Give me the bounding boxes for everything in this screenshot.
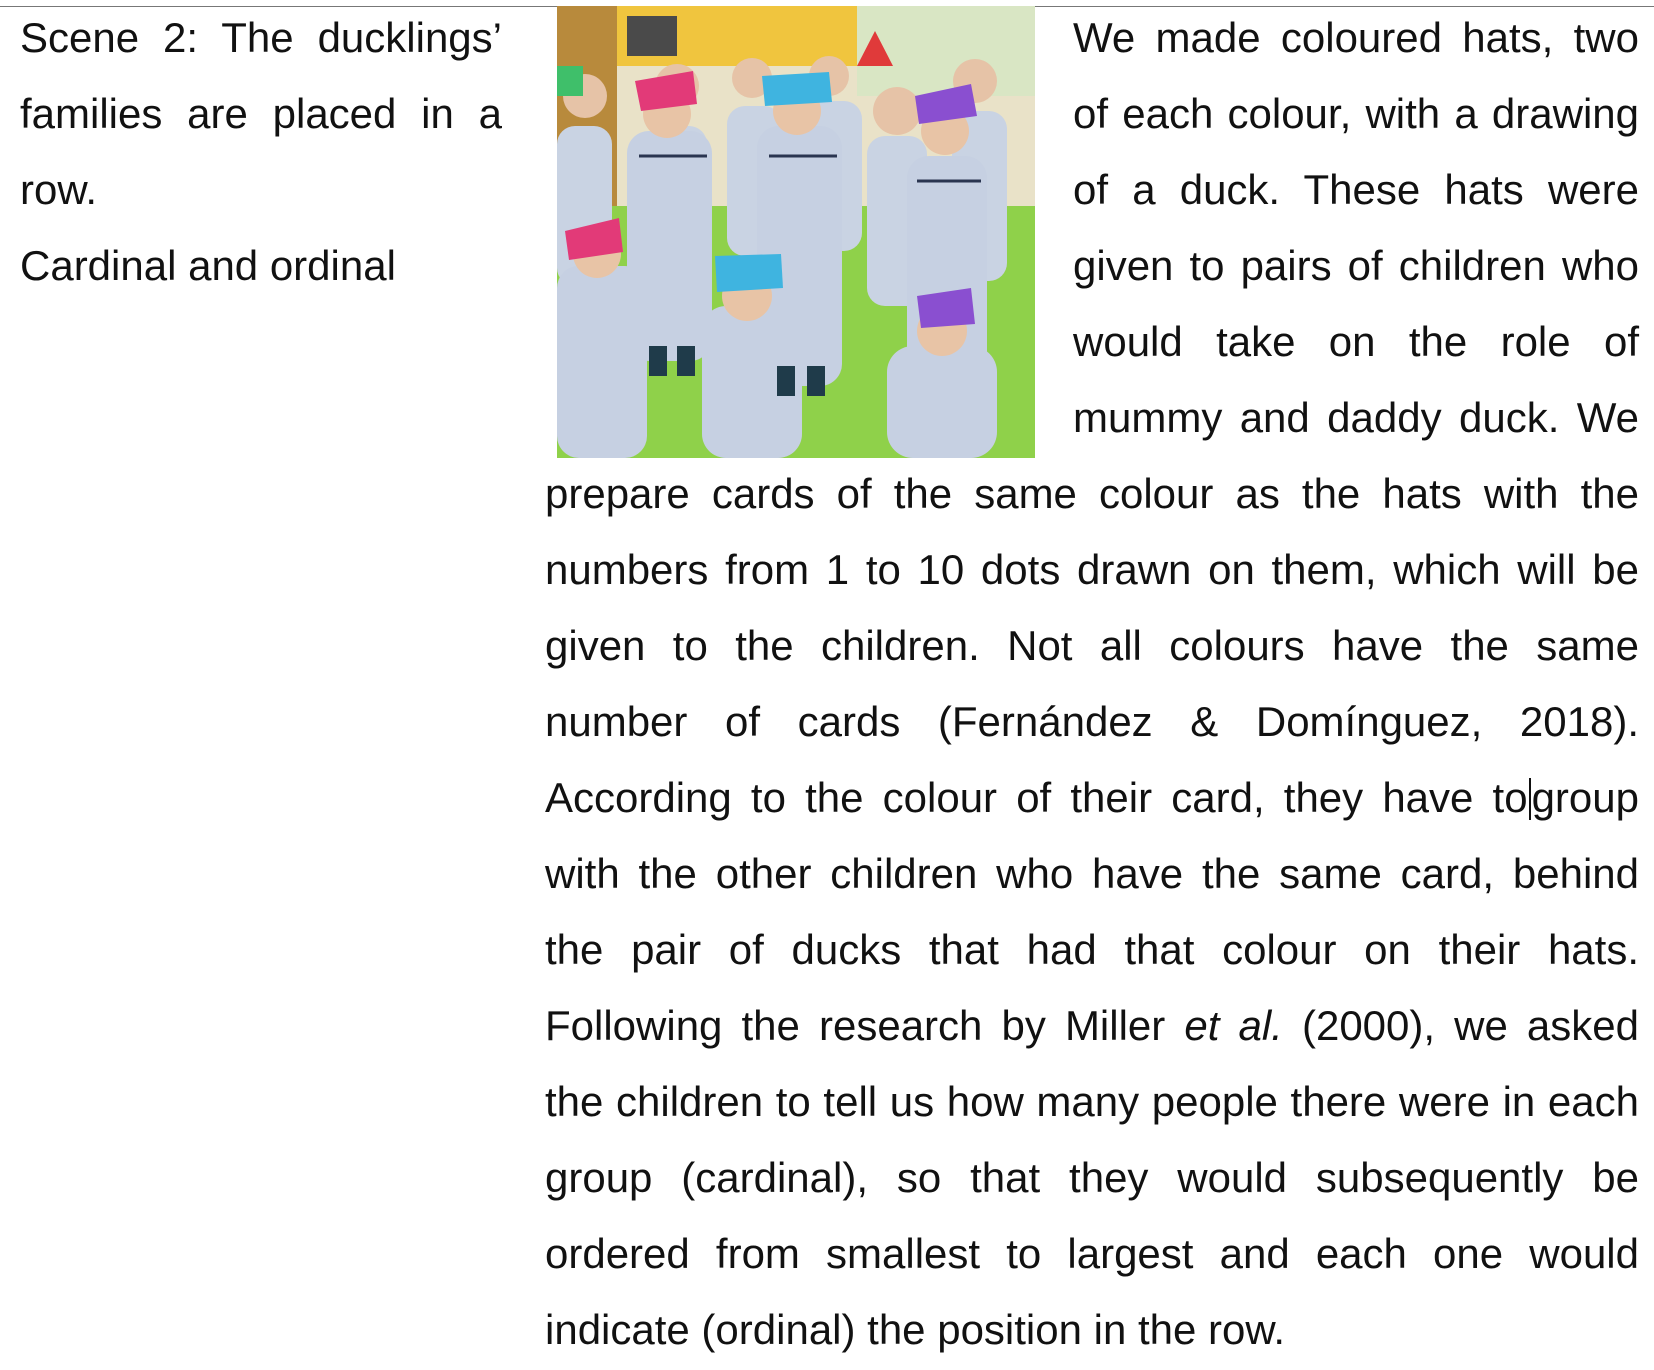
body-line: of a duck. These hats were (1073, 166, 1639, 213)
body-line: the children to tell us how many people there were in each (545, 1078, 1639, 1125)
citation-before: Following the research by Miller (545, 1002, 1166, 1049)
citation-after: (2000), we asked (1301, 1002, 1639, 1049)
body-line: group (cardinal), so that they would subsequently be (545, 1154, 1639, 1201)
body-line-citation (545, 988, 1639, 1064)
body-text (545, 0, 1639, 1368)
body-line: given to pairs of children who (1073, 242, 1639, 289)
body-line: ordered from smallest to largest and each one would (545, 1230, 1639, 1277)
body-line: would take on the role of (1073, 318, 1639, 365)
scene-label-column (20, 0, 502, 304)
body-line: mummy and daddy duck. We (1073, 394, 1639, 441)
scene-title-line-2: families are placed in a (20, 90, 502, 137)
body-line: of each colour, with a drawing (1073, 90, 1639, 137)
caret-line-before: According to the colour of their card, they have to (545, 774, 1528, 821)
body-line-last: indicate (ordinal) the position in the row. (545, 1306, 1286, 1353)
body-line: given to the children. Not all colours have the same (545, 622, 1639, 669)
body-line: with the other children who have the same card, behind (545, 850, 1639, 897)
caret-line-after: group (1531, 774, 1639, 821)
scene-title-line-3: row. (20, 166, 98, 213)
citation-et-al: et al. (1184, 1002, 1283, 1049)
body-line: number of cards (Fernández & Domínguez, 2018). (545, 698, 1639, 745)
body-line: the pair of ducks that had that colour on their hats. (545, 926, 1639, 973)
body-line: numbers from 1 to 10 dots drawn on them, which will be (545, 546, 1639, 593)
body-line: prepare cards of the same colour as the hats with the (545, 470, 1639, 517)
scene-title-line-1: Scene 2: The ducklings’ (20, 14, 502, 61)
text-cursor[interactable] (1529, 778, 1531, 820)
body-line-with-caret (545, 760, 1639, 836)
scene-subtitle: Cardinal and ordinal (20, 242, 396, 289)
body-line: We made coloured hats, two (1073, 14, 1639, 61)
